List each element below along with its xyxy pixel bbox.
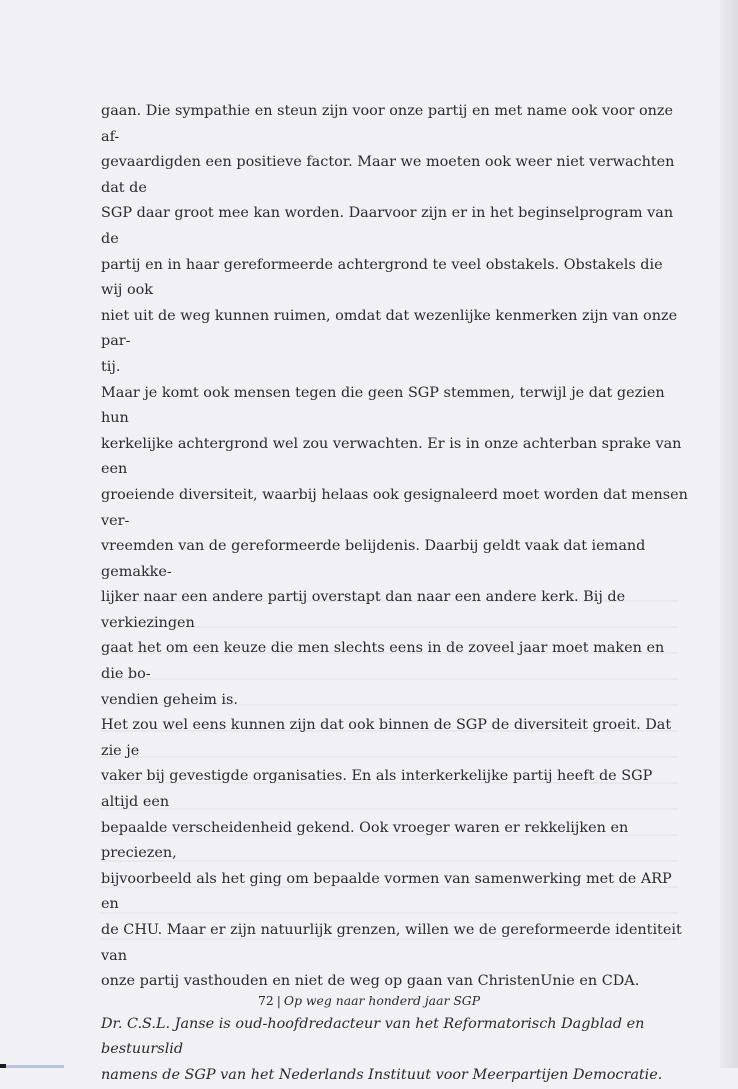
page-edge-shadow xyxy=(720,0,738,1068)
paragraph-3: Het zou wel eens kunnen zijn dat ook binnen de SGP de diversiteit groeit. Dat zie je vaker bij gevestigde organisaties. En als interkerkelijke partij heeft de SGP altijd een bepaalde verscheidenheid gekend. Ook vroeger waren er rekkelijken en preciezen, bijvoorbeeld als het ging om bepaalde vormen van samenwerking met de ARP en de CHU. Maar er zijn natuurlijk grenzen, willen we de gereformeerde identiteit van onze partij vasthouden en niet de weg op gaan van ChristenUnie en CDA. xyxy=(101,717,682,990)
page-footer xyxy=(0,993,738,1008)
paragraph-1: gaan. Die sympathie en steun zijn voor onze partij en met name ook voor onze af- gevaardigden een positieve factor. Maar we moeten ook weer niet verwachten dat de SGP daar groot mee kan worden. Daarvoor zijn er in het beginselprogram van de partij en in haar gereformeerde achtergrond te veel obstakels. Obstakels die wij ook niet uit de weg kunnen ruimen, omdat dat wezenlijke kenmerken zijn van onze par- tij. xyxy=(101,103,678,375)
book-title: Op weg naar honderd jaar SGP xyxy=(283,993,481,1008)
page-number: 72 xyxy=(257,993,274,1008)
footer-separator: | xyxy=(276,993,281,1008)
article-body xyxy=(101,99,688,1089)
author-byline: Dr. C.S.L. Janse is oud-hoofdredacteur van het Reformatorisch Dagblad en bestuurslid namens de SGP van het Nederlands Instituut voor Meerpartijen Democratie. xyxy=(101,1015,663,1083)
paragraph-2: Maar je komt ook mensen tegen die geen SGP stemmen, terwijl je dat gezien hun kerkelijke achtergrond wel zou verwachten. Er is in onze achterban sprake van een groeiende diversiteit, waarbij helaas ook gesignaleerd moet worden dat mensen ver- vreemden van de gereformeerde belijdenis. Daarbij geldt vaak dat iemand gemakke- lijker naar een andere partij overstapt dan naar een andere kerk. Bij de verkiezingen gaat het om een keuze die men slechts eens in de zoveel jaar moet maken en die bo- vendien geheim is. xyxy=(101,384,688,708)
